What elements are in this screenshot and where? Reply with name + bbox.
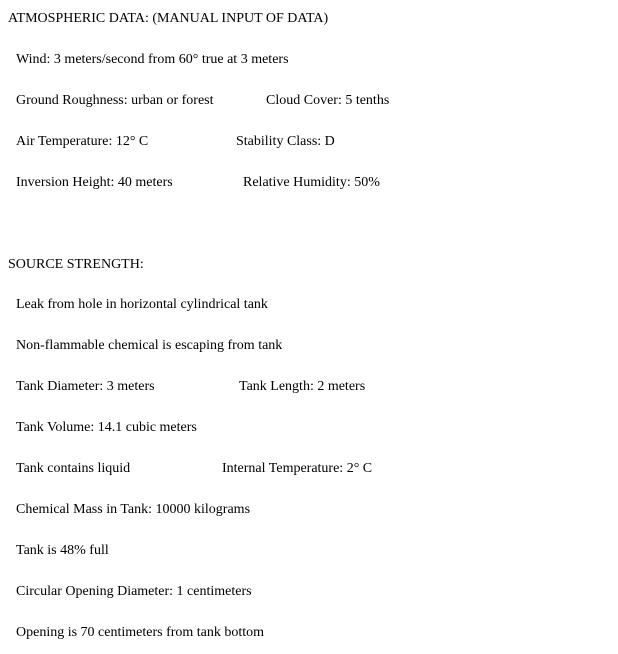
leak-line: Leak from hole in horizontal cylindrical tank xyxy=(16,297,268,312)
fill-level-line: Tank is 48% full xyxy=(16,543,109,558)
opening-height-line: Opening is 70 centimeters from tank bottom xyxy=(16,625,265,640)
opening-diameter-line: Circular Opening Diameter: 1 centimeters xyxy=(16,584,252,599)
tank-contents-line: Tank contains liquid xyxy=(16,461,131,476)
source-strength-heading: SOURCE STRENGTH: xyxy=(8,257,144,272)
atmospheric-data-heading: ATMOSPHERIC DATA: (MANUAL INPUT OF DATA) xyxy=(8,11,329,26)
chemical-line: Non-flammable chemical is escaping from tank xyxy=(16,338,283,353)
internal-temperature-line: Internal Temperature: 2° C xyxy=(222,461,373,476)
chemical-mass-line: Chemical Mass in Tank: 10000 kilograms xyxy=(16,502,251,517)
wind-line: Wind: 3 meters/second from 60° true at 3 meters xyxy=(16,52,289,67)
inversion-height-line: Inversion Height: 40 meters xyxy=(16,175,173,190)
tank-length-line: Tank Length: 2 meters xyxy=(239,379,366,394)
stability-class-line: Stability Class: D xyxy=(236,134,335,149)
air-temperature-line: Air Temperature: 12° C xyxy=(16,134,149,149)
ground-roughness-line: Ground Roughness: urban or forest xyxy=(16,93,214,108)
cloud-cover-line: Cloud Cover: 5 tenths xyxy=(266,93,390,108)
tank-volume-line: Tank Volume: 14.1 cubic meters xyxy=(16,420,197,435)
relative-humidity-line: Relative Humidity: 50% xyxy=(243,175,380,190)
tank-diameter-line: Tank Diameter: 3 meters xyxy=(16,379,155,394)
